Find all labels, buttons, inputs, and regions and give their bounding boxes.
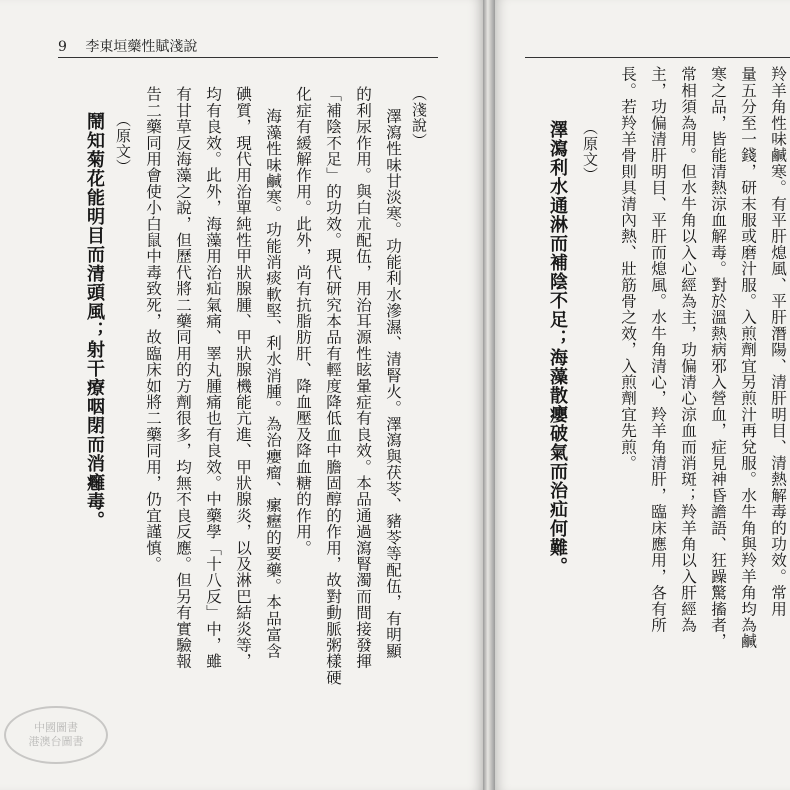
page-header [58, 36, 197, 56]
text-column: 海藻性味鹹寒。功能消痰軟堅、利水消腫。為治癭瘤、瘰癧的要藥。本品富含 [264, 108, 282, 659]
book-gutter [483, 0, 495, 790]
yuanwen-label: （原文） [114, 112, 132, 175]
text-column: 澤瀉性味甘淡寒。功能利水滲濕、清腎火。澤瀉與茯苓、豬苓等配伍，有明顯 [384, 108, 402, 659]
stamp-line: 港澳台圖書 [28, 735, 84, 748]
stamp-line: 中國圖書 [34, 721, 78, 734]
text-column: 碘質，現代用治單純性甲狀腺腫、甲狀腺機能亢進、甲狀腺炎，以及淋巴結炎等， [234, 86, 252, 670]
page-number: 9 [58, 39, 67, 55]
text-column: 主，功偏清肝明目、平肝而熄風。水牛角清心，羚羊角清肝，臨床應用，各有所 [649, 66, 667, 633]
yuanwen-text: 鬧知菊花能明目而清頭風；射干療咽閉而消癰毒。 [84, 112, 105, 530]
text-column: 均有良效。此外，海藻用治疝氣痛、睪丸腫痛也有良效。中藥學「十八反」中，雖 [204, 86, 222, 670]
right-page [495, 0, 790, 790]
qianshuo-label: （淺說） [410, 86, 428, 149]
yuanwen-label: （原文） [581, 120, 599, 183]
text-column: 羚羊角性味鹹寒。有平肝熄風、平肝潛陽、清肝明目、清熱解毒的功效。常用 [769, 66, 787, 617]
header-rule [58, 57, 438, 58]
text-column: 化症有緩解作用。此外，尚有抗脂肪肝、降血壓及降血糖的作用。 [294, 86, 312, 556]
text-column: 有甘草反海藻之說，但歷代將二藥同用的方劑很多，均無不良反應。但另有實驗報 [174, 86, 192, 670]
text-column: 長。若羚羊骨則具清內熱、壯筋骨之效，入煎劑宜先煎。 [619, 66, 637, 471]
text-column: 「補陰不足」的功效。現代研究本品有輕度降低血中膽固醇的作用，故對動脈粥樣硬 [324, 86, 342, 686]
text-column: 寒之品，皆能清熱涼血解毒。對於溫熱病邪入營血，症見神昏譫語、狂躁驚搐者， [709, 66, 727, 650]
header-rule [525, 57, 790, 58]
running-title: 李東垣藥性賦淺說 [85, 39, 198, 55]
text-column: 的利尿作用。與白朮配伍，用治耳源性眩暈症有良效。本品通過瀉腎濁而間接發揮 [354, 86, 372, 670]
text-column: 常相須為用。但水牛角以入心經為主，功偏清心涼血而消斑；羚羊角以入肝經為 [679, 66, 697, 633]
text-column: 告二藥同用會使小白鼠中毒致死，故臨床如將二藥同用，仍宜謹慎。 [144, 86, 162, 572]
seal-stamp [4, 706, 108, 764]
yuanwen-text: 澤瀉利水通淋而補陰不足；海藻散癭破氣而治疝何難。 [547, 120, 568, 576]
text-column: 量五分至一錢，研末服或磨汁服。入煎劑宜另煎汁再兌服。水牛角與羚羊角均為鹹 [739, 66, 757, 650]
